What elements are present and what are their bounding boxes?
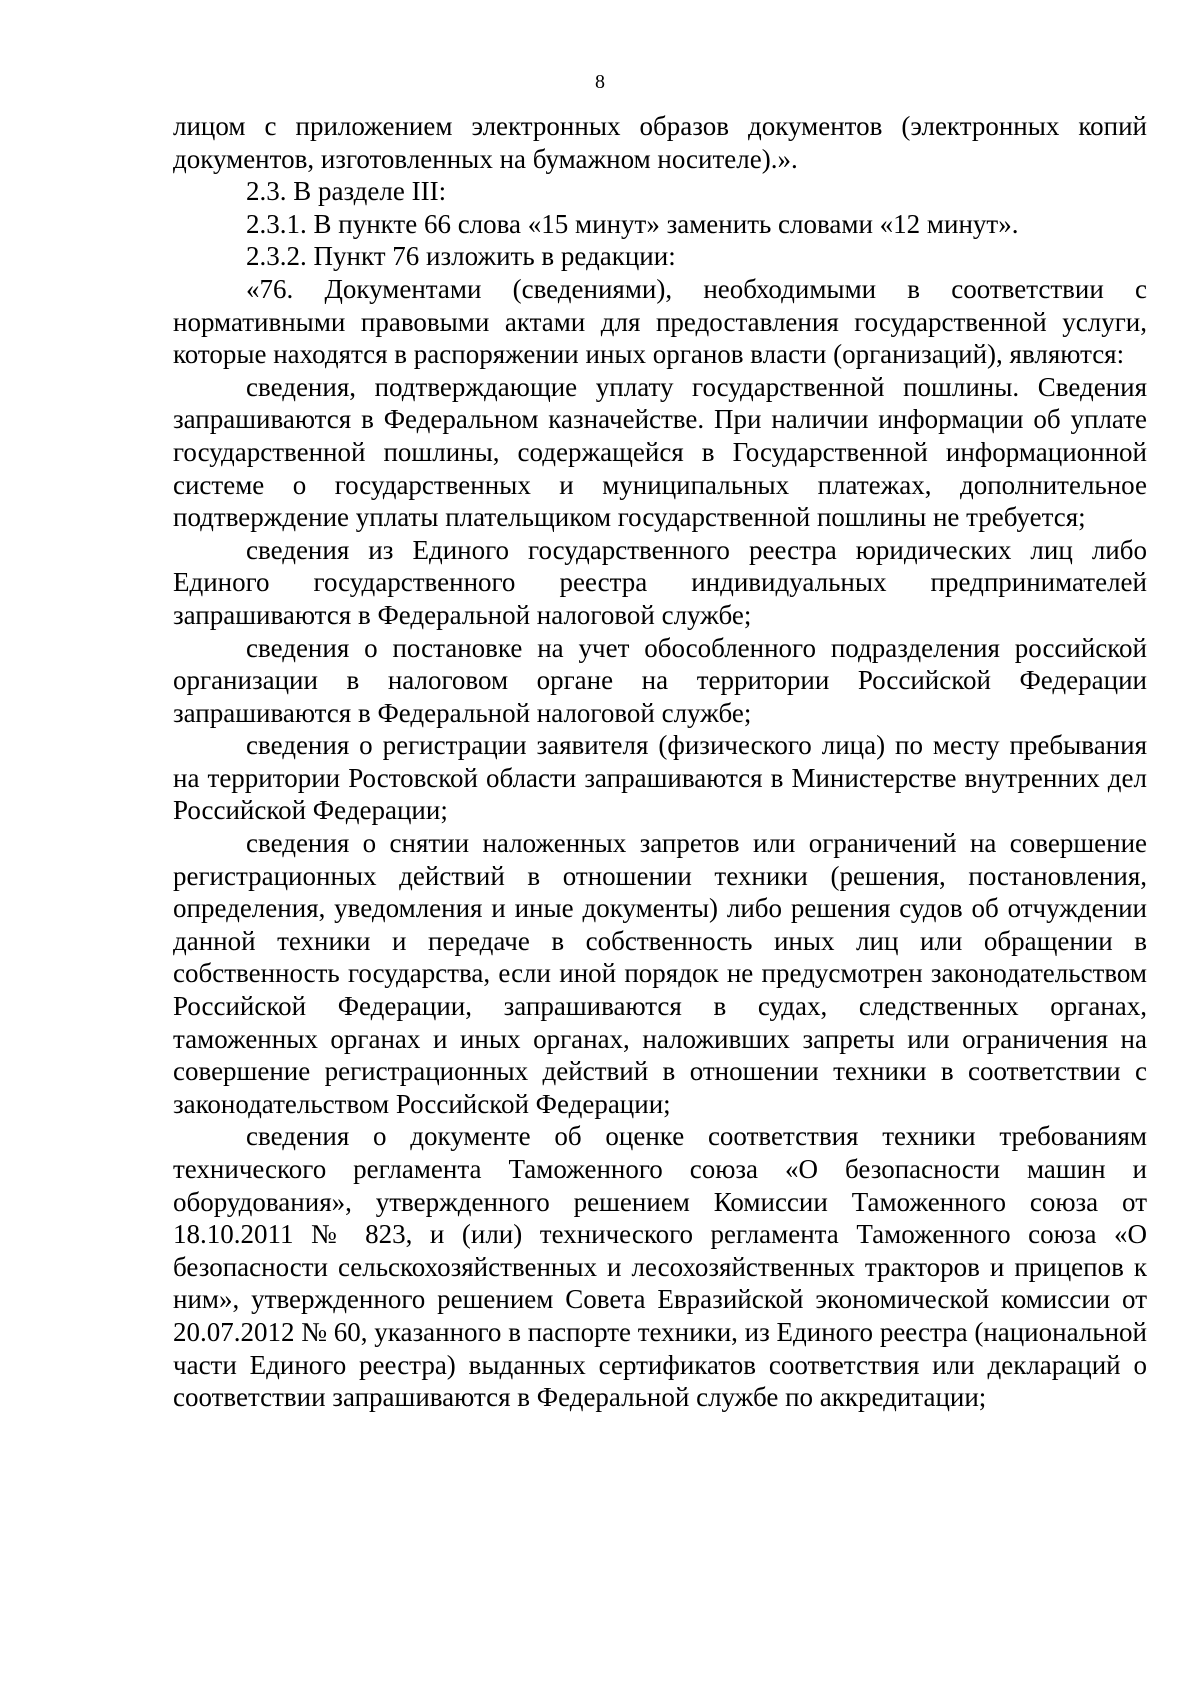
paragraph-restrictions: сведения о снятии наложенных запретов или ограничений на совершение регистрационных действий в отношении техники (решения, постановления, определения, уведомления и иные документы) либо решения судов об отчуждении данной техники и передаче в собственность иных лиц или обращении в собственность государства, если иной порядок не предусмотрен законодательством Российской Федерации, запрашиваются в судах, следственных органах, таможенных органах и иных органах, наложивших запреты или ограничения на совершение регистрационных действий в отношении техники в соответствии с законодательством Российской Федерации; [173,828,1147,1119]
paragraph-item-2-3-2: 2.3.2. Пункт 76 изложить в редакции: [246,241,676,272]
paragraph-continuation: лицом с приложением электронных образов документов (электронных копий документов, изготовленных на бумажном носителе).». [173,111,1147,174]
paragraph-state-register: сведения из Единого государственного реестра юридических лиц либо Единого государственного реестра индивидуальных предпринимателей запрашиваются в Федеральной налоговой службе; [173,534,1147,630]
paragraph-duty-payment: сведения, подтверждающие уплату государственной пошлины. Сведения запрашиваются в Федеральном казначействе. При наличии информации об уплате государственной пошлины, содержащейся в Государственной информационной системе о государственных и муниципальных платежах, дополнительное подтверждение уплаты плательщиком государственной пошлины не требуется; [173,371,1147,533]
paragraph-tax-registration: сведения о постановке на учет обособленного подразделения российской организации в налоговом органе на территории Российской Федерации запрашиваются в Федеральной налоговой службе; [173,632,1147,728]
paragraph-item-76: «76. Документами (сведениями), необходимыми в соответствии с нормативными правовыми актами для предоставления государственной услуги, которые находятся в распоряжении иных органов власти (организаций), являются: [173,273,1147,370]
paragraph-item-2-3-1: 2.3.1. В пункте 66 слова «15 минут» заменить словами «12 минут». [246,208,1019,239]
document-body [173,110,1147,1414]
paragraph-residence-registration: сведения о регистрации заявителя (физического лица) по месту пребывания на территории Ростовской области запрашиваются в Министерстве внутренних дел Российской Федерации; [173,730,1147,826]
paragraph-conformity-assessment: сведения о документе об оценке соответствия техники требованиям технического регламента Таможенного союза «О безопасности машин и оборудования», утвержденного решением Комиссии Таможенного союза от 18.10.2011 № 823, и (или) технического регламента Таможенного союза «О безопасности сельскохозяйственных и лесохозяйственных тракторов и прицепов к ним», утвержденного решением Совета Евразийской экономической комиссии от 20.07.2012 № 60, указанного в паспорте техники, из Единого реестра (национальной части Единого реестра) выданных сертификатов соответствия или деклараций о соответствии запрашиваются в Федеральной службе по аккредитации; [173,1121,1147,1413]
paragraph-section-heading: 2.3. В разделе III: [246,176,447,207]
page-number: 8 [595,71,605,93]
